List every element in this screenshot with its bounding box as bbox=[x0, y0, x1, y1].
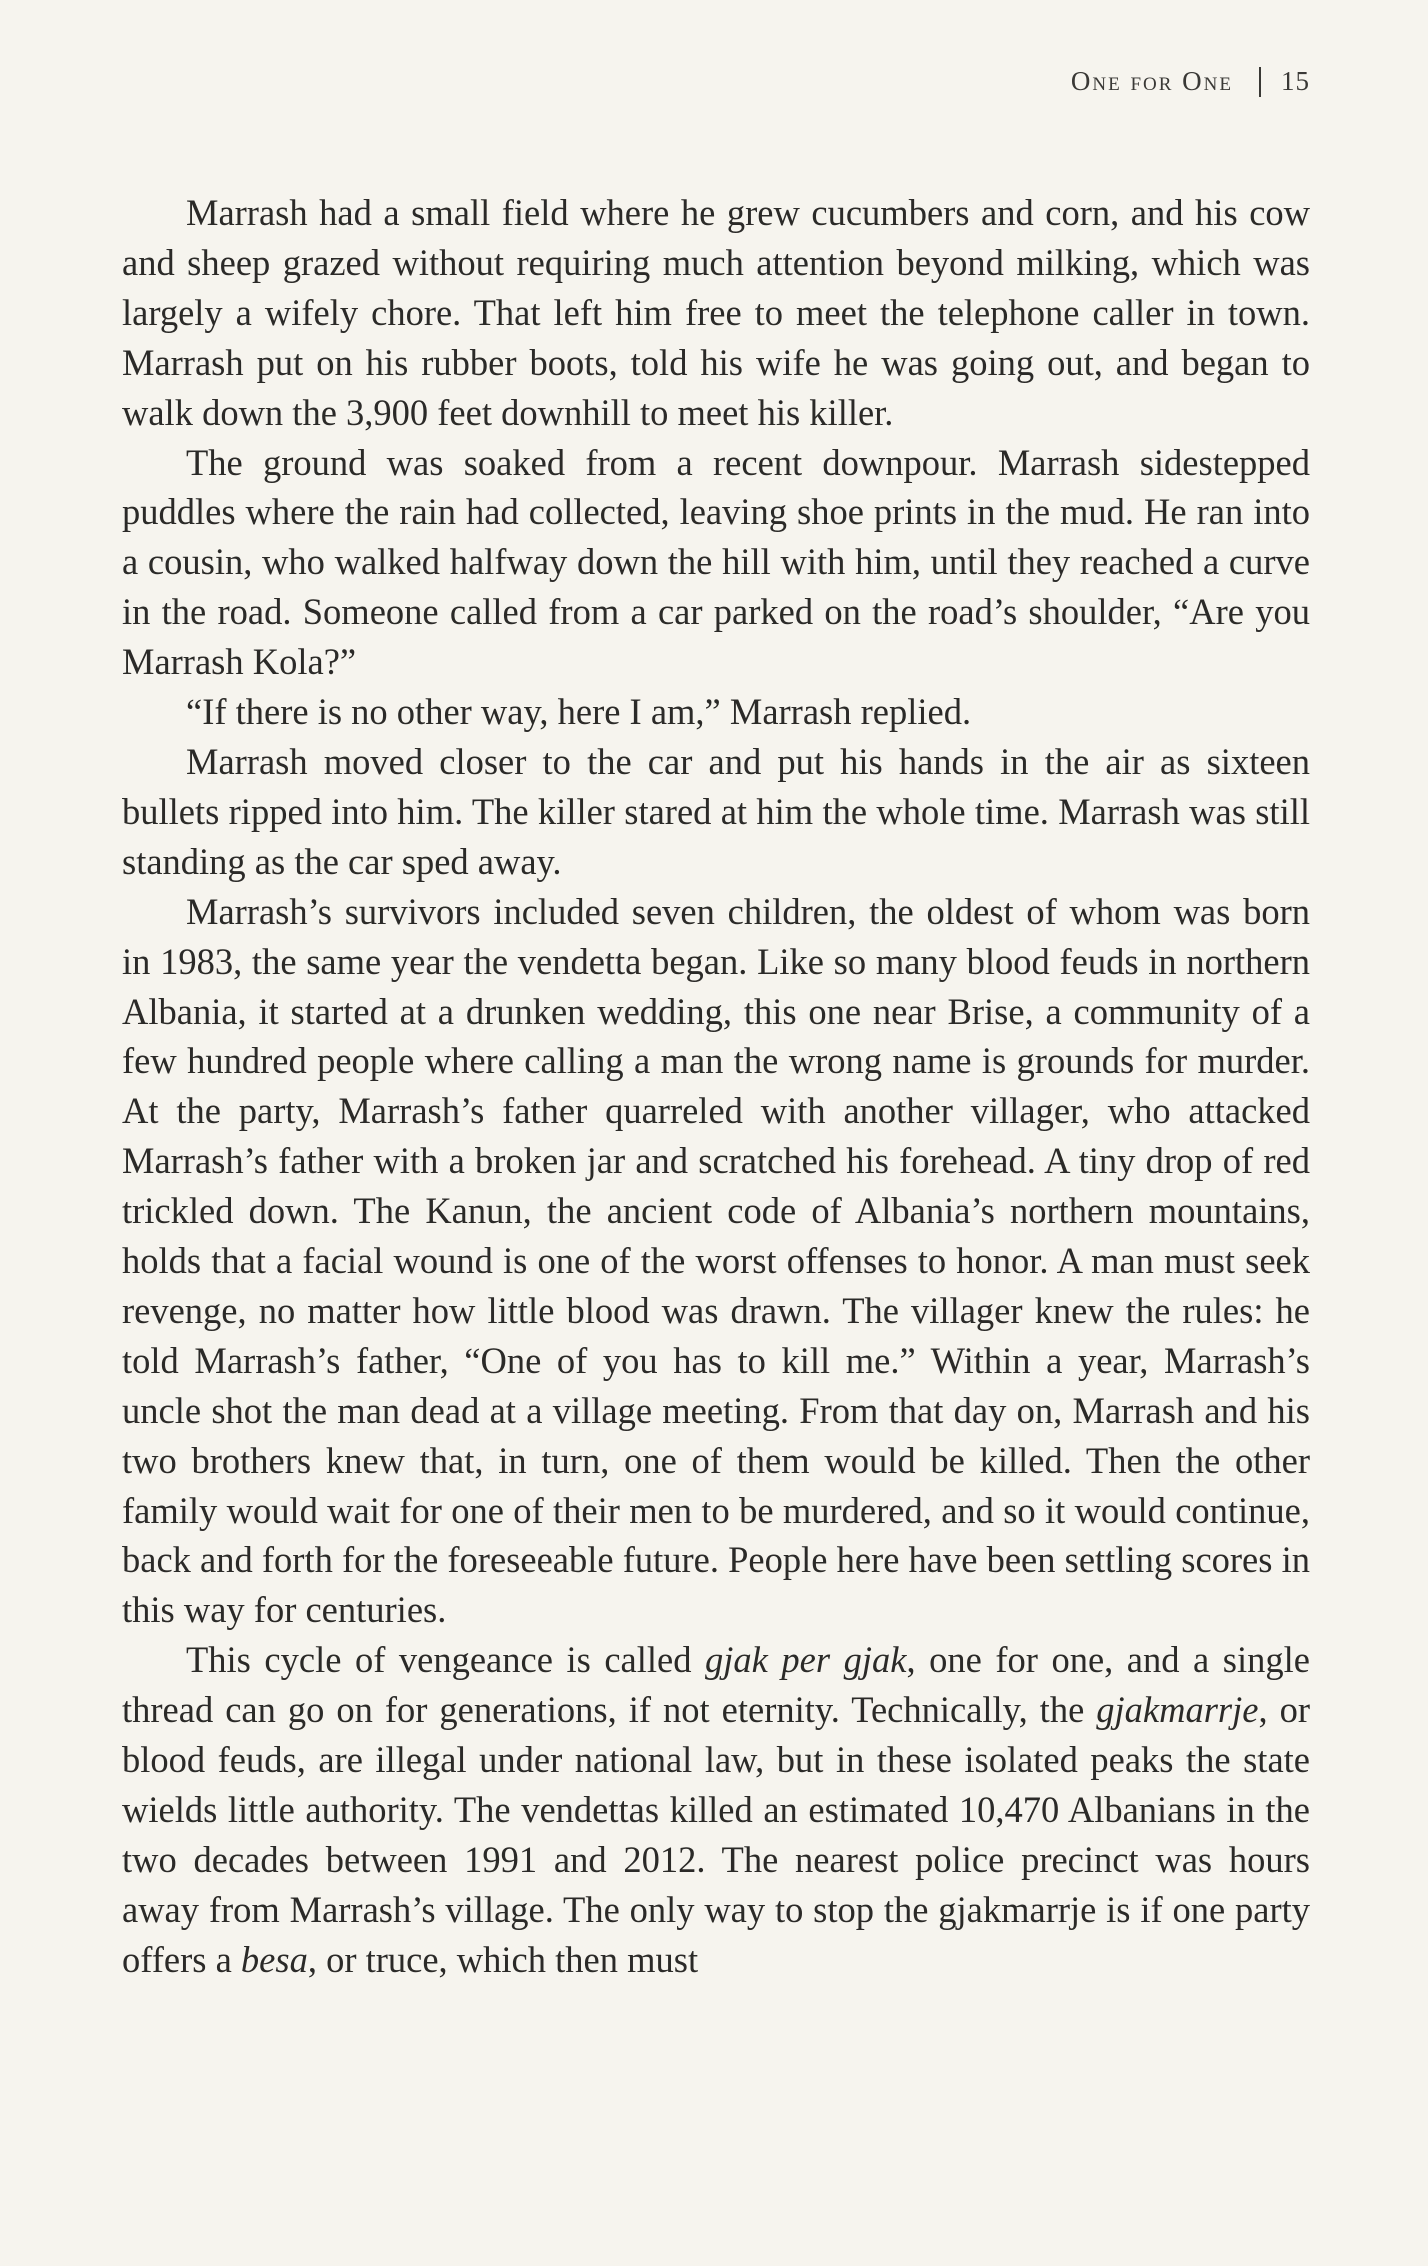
running-head bbox=[1071, 66, 1310, 97]
italic-term: gjakmarrje bbox=[1096, 1689, 1259, 1731]
page-number: 15 bbox=[1281, 66, 1310, 96]
paragraph: “If there is no other way, here I am,” Marrash replied. bbox=[186, 691, 972, 733]
header-divider bbox=[1259, 67, 1261, 97]
text-run: , or blood feuds, are illegal under national law, but in these isolated peaks the state wields little authority. The vendettas killed an estimated 10,470 Albanians in the two decades between 1991 and 2012. The nearest police precinct was hours away from Marrash’s village. The only way to stop the gjakmarrje is if one party offers a bbox=[122, 1689, 1310, 1980]
text-run: , or truce, which then must bbox=[307, 1938, 699, 1980]
body-text bbox=[122, 188, 1310, 1985]
italic-term: gjak per gjak bbox=[705, 1639, 907, 1681]
paragraph: Marrash moved closer to the car and put his hands in the air as sixteen bullets ripped into him. The killer stared at him the whole time. Marrash was still standing as the car sped away. bbox=[122, 740, 1310, 882]
running-title: One for One bbox=[1070, 66, 1233, 96]
text-run: This cycle of vengeance is called bbox=[186, 1639, 706, 1681]
paragraph: Marrash had a small field where he grew cucumbers and corn, and his cow and sheep grazed without requiring much attention beyond milking, which was largely a wifely chore. That left him free to meet the telephone caller in town. Marrash put on his rubber boots, told his wife he was going out, and began to walk down the 3,900 feet downhill to meet his killer. bbox=[122, 192, 1310, 433]
italic-term: besa bbox=[240, 1938, 308, 1980]
paragraph bbox=[122, 1635, 1310, 1984]
paragraph: The ground was soaked from a recent downpour. Marrash sidestepped puddles where the rain had collected, leaving shoe prints in the mud. He ran into a cousin, who walked halfway down the hill with him, until they reached a curve in the road. Someone called from a car parked on the road’s shoulder, “Are you Marrash Kola?” bbox=[122, 441, 1310, 683]
paragraph: Marrash’s survivors included seven children, the oldest of whom was born in 1983, the same year the vendetta began. Like so many blood feuds in northern Albania, it started at a drunken wedding, this one near Brise, a community of a few hundred people where calling a man the wrong name is grounds for murder. At the party, Marrash’s father quarreled with another villager, who attacked Marrash’s father with a broken jar and scratched his forehead. A tiny drop of red trickled down. The Kanun, the ancient code of Albania’s northern mountains, holds that a facial wound is one of the worst offenses to honor. A man must seek revenge, no matter how little blood was drawn. The villager knew the rules: he told Marrash’s father, “One of you has to kill me.” Within a year, Marrash’s uncle shot the man dead at a village meeting. From that day on, Marrash and his two brothers knew that, in turn, one of them would be killed. Then the other family would wait for one of their men to be murdered, and so it would continue, back and forth for the foreseeable future. People here have been settling scores in this way for centuries. bbox=[122, 890, 1310, 1631]
text-run: , one for one, and a single thread can go on for generations, if not eternity. Technically, the bbox=[122, 1639, 1310, 1731]
